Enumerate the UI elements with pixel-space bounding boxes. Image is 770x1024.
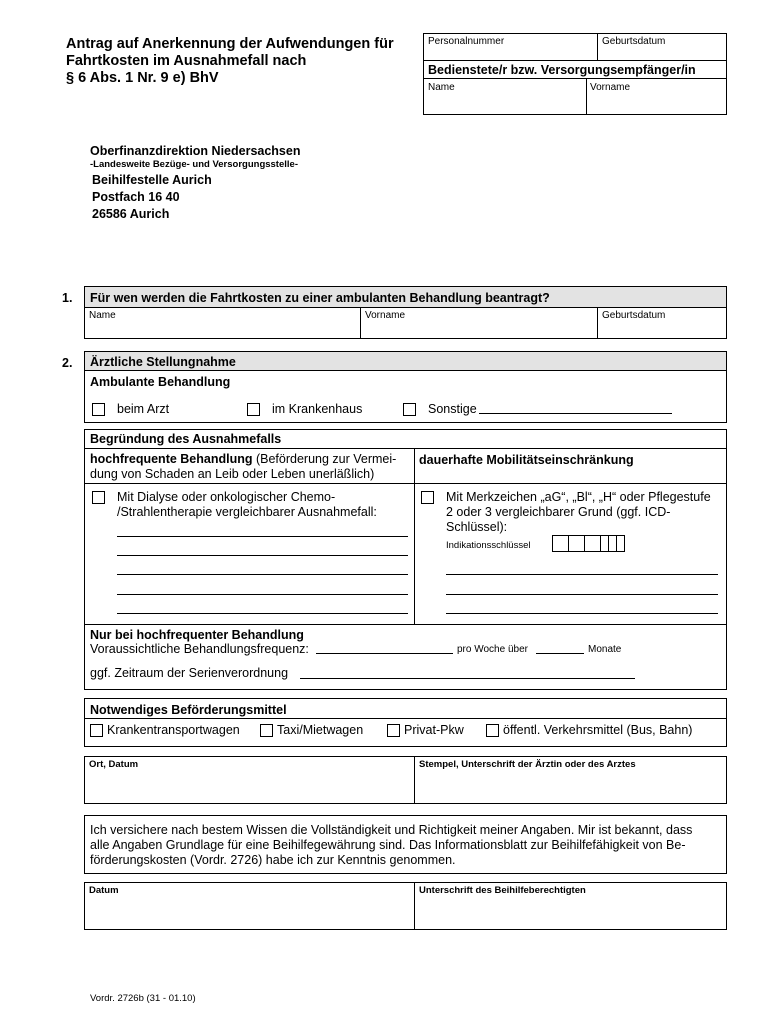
- signature-box: [84, 882, 727, 930]
- begruendung-label: Begründung des Ausnahmefalls: [90, 432, 282, 446]
- sonstige-checkbox[interactable]: [403, 403, 416, 416]
- indikation-cell-2[interactable]: [568, 535, 585, 552]
- dialyse-line-2: /Strahlentherapie vergleichbarer Ausnahmefall:: [117, 505, 377, 519]
- dialyse-input-line-4[interactable]: [117, 594, 408, 595]
- section-1-header: Für wen werden die Fahrtkosten zu einer ambulanten Behandlung beantragt?: [90, 291, 550, 305]
- merkzeichen-line-2: 2 oder 3 vergleichbarer Grund (ggf. ICD-: [446, 505, 671, 519]
- address-line-4: Postfach 16 40: [92, 190, 180, 204]
- privat-pkw-checkbox[interactable]: [387, 724, 400, 737]
- merkzeichen-line-1: Mit Merkzeichen „aG“, „Bl“, „H“ oder Pflegestufe: [446, 490, 711, 504]
- sonstige-label: Sonstige: [428, 402, 477, 416]
- section-1-name-field[interactable]: Name: [89, 310, 116, 321]
- krankentransport-label: Krankentransportwagen: [107, 723, 240, 737]
- section-2-number: 2.: [62, 356, 73, 370]
- hochfrequent-heading: [90, 452, 396, 482]
- geburtsdatum-field[interactable]: Geburtsdatum: [602, 36, 666, 47]
- befoerderung-hline: [84, 718, 727, 719]
- befoerderung-label: Notwendiges Beförderungsmittel: [90, 703, 287, 717]
- dialyse-checkbox[interactable]: [92, 491, 105, 504]
- datum-field[interactable]: Datum: [89, 885, 119, 896]
- taxi-checkbox[interactable]: [260, 724, 273, 737]
- arzt-checkbox[interactable]: [92, 403, 105, 416]
- merkzeichen-label: [446, 490, 711, 535]
- dauerhaft-heading: dauerhafte Mobilitätseinschränkung: [419, 453, 634, 467]
- address-line-5: 26586 Aurich: [92, 207, 170, 221]
- begruendung-hline-3: [84, 624, 727, 625]
- krankenhaus-label: im Krankenhaus: [272, 402, 363, 416]
- section-1-divider-2: [597, 307, 598, 339]
- declaration-line-1: Ich versichere nach bestem Wissen die Vollständigkeit und Richtigkeit meiner Angaben. Mir ist bekannt, dass: [90, 823, 693, 837]
- name-field[interactable]: Name: [428, 82, 455, 93]
- begruendung-divider: [414, 448, 415, 624]
- title-line-1: Antrag auf Anerkennung der Aufwendungen für: [66, 36, 394, 52]
- section-1-divider-1: [360, 307, 361, 339]
- address-line-3: Beihilfestelle Aurich: [92, 173, 212, 187]
- vorname-field[interactable]: Vorname: [590, 82, 631, 93]
- merkzeichen-checkbox[interactable]: [421, 491, 434, 504]
- address-line-2: -Landesweite Bezüge- und Versorgungsstelle-: [90, 159, 298, 170]
- declaration-line-3: förderungskosten (Vordr. 2726) habe ich zur Kenntnis genommen.: [90, 853, 456, 867]
- dialyse-input-line-1[interactable]: [117, 536, 408, 537]
- ambulante-label: Ambulante Behandlung: [90, 375, 231, 389]
- hochfrequent-rest-1: (Beförderung zur Vermei-: [252, 452, 397, 466]
- id-box-hline: [423, 60, 727, 61]
- bedienstete-label: Bedienstete/r bzw. Versorgungsempfänger/in: [428, 63, 696, 77]
- address-line-1: Oberfinanzdirektion Niedersachsen: [90, 144, 301, 158]
- pro-woche-label: pro Woche über: [457, 644, 528, 655]
- id-box-divider-2: [586, 78, 587, 115]
- merkzeichen-line-3: Schlüssel):: [446, 520, 508, 534]
- krankenhaus-checkbox[interactable]: [247, 403, 260, 416]
- unterschrift-field[interactable]: Unterschrift des Beihilfeberechtigten: [419, 885, 586, 896]
- indikation-cell-3[interactable]: [584, 535, 601, 552]
- oeffentl-label: öffentl. Verkehrsmittel (Bus, Bahn): [503, 723, 693, 737]
- hochfrequent-rest-2: dung von Schaden an Leib oder Leben unerläßlich): [90, 467, 375, 481]
- monate-input-line[interactable]: [536, 653, 584, 654]
- dialyse-label: [117, 490, 377, 520]
- title-line-2: Fahrtkosten im Ausnahmefall nach: [66, 53, 307, 69]
- id-box-divider: [597, 33, 598, 61]
- dialyse-input-line-5[interactable]: [117, 613, 408, 614]
- sonstige-input-line[interactable]: [479, 413, 672, 414]
- begruendung-hline: [84, 448, 727, 449]
- title-line-3: § 6 Abs. 1 Nr. 9 e) BhV: [66, 70, 219, 86]
- section-1-header-line: [84, 307, 727, 308]
- declaration-line-2: alle Angaben Grundlage für eine Beihilfegewährung sind. Das Informationsblatt zur Beihilfefähigkeit von Be-: [90, 838, 686, 852]
- begruendung-hline-2: [84, 483, 727, 484]
- zeitraum-input-line[interactable]: [300, 678, 635, 679]
- indikation-label: Indikationsschlüssel: [446, 540, 531, 551]
- frequenz-label: Voraussichtliche Behandlungsfrequenz:: [90, 642, 309, 656]
- declaration-text: [90, 823, 692, 868]
- nur-bei-label: Nur bei hochfrequenter Behandlung: [90, 628, 304, 642]
- form-number: Vordr. 2726b (31 - 01.10): [90, 993, 196, 1004]
- section-2-header: Ärztliche Stellungnahme: [90, 355, 236, 369]
- taxi-label: Taxi/Mietwagen: [277, 723, 364, 737]
- section-1-number: 1.: [62, 291, 73, 305]
- dialyse-input-line-2[interactable]: [117, 555, 408, 556]
- merkzeichen-input-line-3[interactable]: [446, 613, 718, 614]
- arzt-signature-divider: [414, 756, 415, 804]
- section-1-vorname-field[interactable]: Vorname: [365, 310, 406, 321]
- section-2-header-line: [84, 370, 727, 371]
- section-1-geburtsdatum-field[interactable]: Geburtsdatum: [602, 310, 666, 321]
- merkzeichen-input-line-1[interactable]: [446, 574, 718, 575]
- signature-divider: [414, 882, 415, 930]
- zeitraum-label: ggf. Zeitraum der Serienverordnung: [90, 666, 289, 680]
- arzt-label: beim Arzt: [117, 402, 170, 416]
- krankentransport-checkbox[interactable]: [90, 724, 103, 737]
- indikation-cell-5[interactable]: [608, 535, 625, 552]
- ort-datum-field[interactable]: Ort, Datum: [89, 759, 139, 770]
- monate-label: Monate: [588, 644, 622, 655]
- merkzeichen-input-line-2[interactable]: [446, 594, 718, 595]
- stempel-field[interactable]: Stempel, Unterschrift der Ärztin oder des Arztes: [419, 759, 636, 770]
- oeffentl-checkbox[interactable]: [486, 724, 499, 737]
- dialyse-line-1: Mit Dialyse oder onkologischer Chemo-: [117, 490, 336, 504]
- hochfrequent-bold: hochfrequente Behandlung: [90, 452, 253, 466]
- frequenz-input-line[interactable]: [316, 653, 453, 654]
- id-box-hline-2: [423, 78, 727, 79]
- form-title: [66, 36, 394, 87]
- personalnummer-field[interactable]: Personalnummer: [428, 36, 505, 47]
- privat-pkw-label: Privat-Pkw: [404, 723, 464, 737]
- indikation-cell-1[interactable]: [552, 535, 569, 552]
- dialyse-input-line-3[interactable]: [117, 574, 408, 575]
